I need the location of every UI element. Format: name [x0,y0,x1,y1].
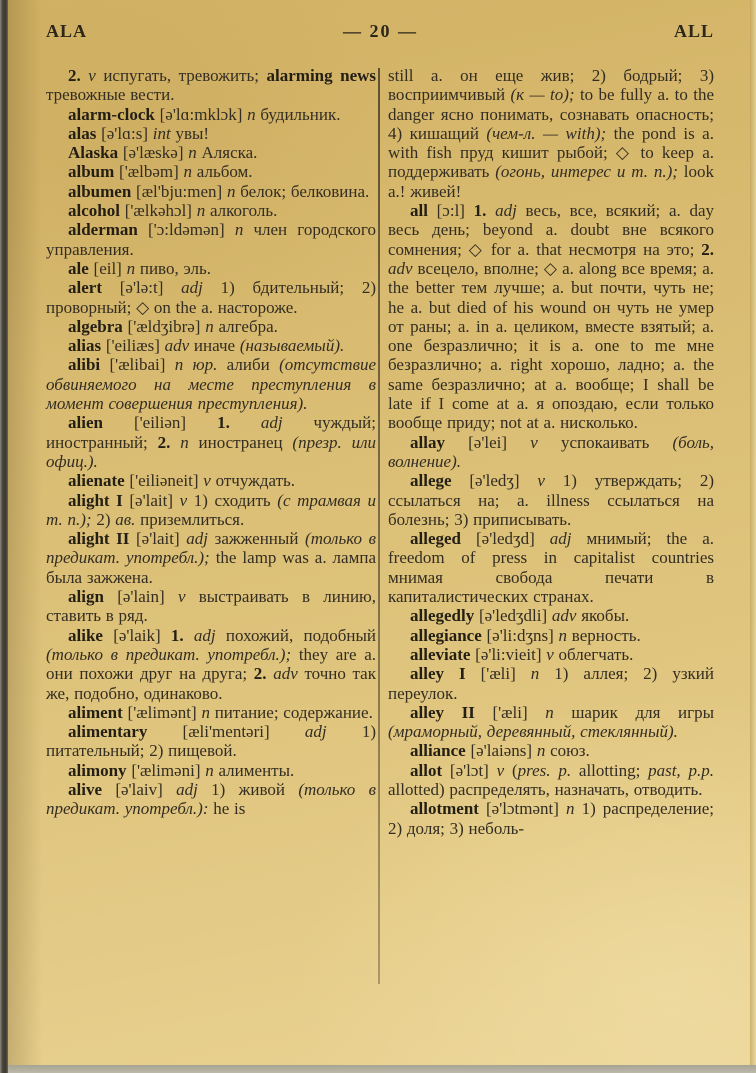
italic-text: adv [273,664,298,684]
italic-text: n [126,258,136,278]
italic-text: n [183,162,193,182]
italic-text: adv [164,336,190,356]
headword-text: alight II [68,529,130,549]
headword-text: alive [68,779,102,799]
body-text: алименты. [213,760,295,780]
headword-text: 1. [170,625,194,645]
headword-text: algebra [68,316,123,336]
dictionary-entry [388,471,714,529]
right-column [388,66,714,838]
headword-text: aliment [68,702,123,722]
headword-text: alert [68,278,102,298]
italic-text: adj [193,625,216,645]
body-text: to be fully a. to the danger ясно понимать, сознавать опасность; 4) кишащий [388,85,715,143]
headword-text: 1. [473,201,496,221]
body-text: точно так же, подобно, одинаково. [46,664,376,703]
body-text: [ə'lɑ:mklɔk] [154,104,248,124]
headword-text: alleviate [410,644,471,664]
headword-text: alias [68,336,102,356]
body-text: ['ælibai] [100,355,175,375]
dictionary-entry [46,761,376,780]
body-text: ['ælimənt] [122,702,202,722]
dictionary-entry [388,799,714,838]
italic-text: (огонь, интерес и т. п.); [495,162,678,182]
body-text: ['eiliəneit] [124,471,204,491]
italic-text: n [226,181,236,201]
italic-text: n [234,220,244,240]
body-text: увы! [170,123,210,143]
body-text: шарик для игры [553,702,714,722]
body-text: весь, все, всякий; a. day весь день; beyond a. doubt вне всякого сомнения; ◇ for a. that несмотря на это; [388,201,714,259]
dictionary-entry [388,761,714,800]
body-text: приземлиться. [135,509,245,529]
body-text: союз. [545,741,590,761]
italic-text: (отсутствие обвиняемого на месте преступления в момент совершения преступления). [46,355,376,414]
body-text: ['ældʒibrə] [122,316,206,336]
body-text: иначе [189,336,240,356]
dictionary-entry [46,491,376,530]
dictionary-entry [46,278,376,317]
dictionary-entry [46,182,376,201]
headword-text: alliance [410,741,466,761]
italic-text: n [174,355,184,375]
body-text: отчуждать. [210,471,296,491]
headword-text: allotment [410,799,479,819]
headword-text: alike [68,625,103,645]
body-text: [ə'lain] [103,587,178,607]
headword-text: Alaska [68,143,119,163]
italic-text: (только в предикат. употребл.): [46,779,376,819]
headword-text: ale [68,258,89,278]
header-guide-word-right: ALL [673,21,714,41]
headword-text: allege [410,471,452,491]
dictionary-entry [46,587,376,626]
italic-text: adj [549,529,572,549]
headword-text: allot [410,760,443,780]
body-text: [eil] [88,258,127,278]
body-text: алгебра. [213,316,278,336]
headword-text: albumen [68,181,132,201]
dictionary-entry [46,703,376,722]
dictionary-entry [388,66,714,201]
body-text: чуждый; иностранный; [46,413,376,452]
italic-text: adj [260,413,283,433]
body-text: белок; белковина. [235,181,370,201]
body-text: [ə'lɔt] [442,760,497,780]
headword-text: alienate [68,471,125,491]
italic-text: n [530,664,540,684]
body-text: 1) бдительный; 2) проворный; ◇ on the a. настороже. [46,278,376,317]
body-text: he is [208,799,246,819]
dictionary-entry [46,355,376,413]
italic-text: adj [495,201,517,221]
dictionary-entry [46,317,376,336]
body-text: успокаивать [537,432,673,452]
body-text: still a. он еще жив; 2) бодрый; 3) восприимчивый [388,66,714,105]
body-text: член городского управления. [46,220,376,259]
body-text: 1) распределение; 2) доля; 3) неболь- [388,799,714,838]
headword-text: alien [68,413,103,433]
headword-text: alas [68,123,97,143]
italic-text: n [566,799,575,819]
italic-text: (только в предикат. употребл.); [46,529,376,568]
body-text: [ə'lei] [444,432,531,452]
italic-text: n [188,143,197,163]
header-page-number: — 20 — [343,21,418,41]
headword-text: alimentary [68,722,148,742]
body-text: ['ɔ:ldəmən] [137,220,235,240]
dictionary-entry [388,645,714,664]
italic-text: int [152,123,171,143]
italic-text: (к — to); [510,85,575,105]
italic-text: (чем-л. — with); [486,123,607,143]
headword-text: 2. [701,239,714,259]
italic-text: (с трамвая и т. п.); [46,490,376,529]
headword-text: 2. [157,432,181,452]
body-text: 1) питательный; 2) пищевой. [46,722,376,761]
italic-text: adj [304,722,327,742]
italic-text: n [180,432,189,452]
header-guide-word-left: ALA [46,21,88,41]
body-text: мнимый; the a. freedom of press in capitalist countries мнимая свобода печати в капиталистических странах. [388,529,714,607]
body-text: [ə'li:vieit] [470,644,547,664]
body-text: выстраивать в линию, ставить в ряд. [46,587,376,626]
body-text: [ə'laik] [102,625,171,645]
headword-text: alimony [68,760,127,780]
italic-text: v [530,432,538,452]
body-text: ['ælbəm] [114,162,184,182]
body-text: [ə'laiv] [102,779,177,799]
body-text: [ə'lə:t] [101,278,182,298]
body-text: альбом. [192,162,253,182]
italic-text: v [88,66,96,85]
dictionary-entry [46,105,376,124]
body-text: верность. [567,625,641,645]
body-text: испугать, тревожить; [95,66,267,85]
body-text: якобы. [576,606,630,626]
body-text: [ə'ledʒdli] [474,606,552,626]
body-text: облегчать. [553,644,634,664]
dictionary-entry [388,664,714,703]
page-left-edge [0,0,8,1073]
headword-text: alibi [68,355,101,375]
dictionary-entry [388,741,714,760]
headword-text: allegedly [410,606,475,626]
headword-text: align [68,587,104,607]
italic-text: adv [388,258,413,278]
body-text: [ə'li:dʒns] [481,625,559,645]
italic-text: (только в предикат. употребл.); [46,644,292,664]
body-text: будильник. [255,104,341,124]
body-text: ['æliməni] [126,760,206,780]
dictionary-entry [388,703,714,742]
italic-text: v [179,490,188,510]
italic-text: pres. p. [517,760,572,780]
italic-text: v [203,471,211,491]
body-text: питание; содержание. [209,702,373,722]
italic-text: n [545,702,554,722]
italic-text: ав. [115,509,136,529]
headword-text: alarming news [266,66,377,85]
body-text: [ə'lait] [129,529,187,549]
body-text: иностранец [188,432,293,452]
body-text: ['æli] [465,664,531,684]
dictionary-entry [388,606,714,625]
page-bottom-edge [8,1065,756,1073]
body-text: ['eiliən] [102,413,218,433]
dictionary-entry [46,780,376,819]
dictionary-entry [46,336,376,355]
italic-text: (называемый). [239,336,345,356]
italic-text: юр. [192,355,218,375]
left-column [46,66,376,819]
dictionary-entry [46,124,376,143]
dictionary-entry [46,259,376,278]
body-text: [æl'bju:men] [131,181,227,201]
italic-text: n [536,741,546,761]
body-text: 1) сходить [187,490,278,510]
running-header [46,21,714,42]
italic-text: adj [186,529,209,549]
italic-text: (боль, волнение). [388,432,714,471]
body-text: [ə'ledʒd] [461,529,550,549]
dictionary-entry [46,722,376,761]
body-text: Аляска. [196,143,258,163]
body-text: 1) аллея; 2) узкий переулок. [388,664,715,703]
body-text: [ə'ledʒ] [451,471,538,491]
body-text: [æli'mentəri] [147,722,305,742]
dictionary-entry [46,66,376,105]
headword-text: allegiance [410,625,482,645]
dictionary-entry [46,201,376,220]
body-text: ['æli] [474,702,546,722]
headword-text: alderman [68,220,138,240]
italic-text: v [537,471,545,491]
body-text: [ɔ:l] [427,201,474,221]
body-text: похожий, подобный [215,625,376,645]
headword-text: alley II [410,702,475,722]
italic-text: adv [551,606,577,626]
italic-text: v [546,644,554,664]
italic-text: n [247,104,256,124]
headword-text: alcohol [68,201,120,221]
dictionary-entry [46,220,376,259]
body-text: they are a. они похожи друг на друга; [46,644,376,684]
dictionary-entry [388,529,714,606]
body-text: allotting; [571,760,649,780]
italic-text: n [558,625,568,645]
headword-text: 2. [253,664,274,684]
headword-text: all [410,201,428,221]
headword-text: album [68,162,115,182]
body-text: the pond is a. with fish пруд кишит рыбой; ◇ to keep a. поддерживать [388,123,714,182]
headword-text: alight I [68,490,123,510]
italic-text: n [201,702,210,722]
headword-text: 1. [217,413,261,433]
headword-text: allay [410,432,445,452]
dictionary-entry [46,143,376,162]
body-text: [ə'lɔtmənt] [478,799,566,819]
body-text: пиво, эль. [135,258,211,278]
body-text: [ə'lɑ:s] [96,123,153,143]
italic-text: past, p.p. [648,760,714,780]
dictionary-entry [46,529,376,587]
page-right-edge [750,0,756,1073]
body-text: the lamp was a. лампа была зажжена. [46,548,376,587]
italic-text: adj [176,779,198,799]
body-text: тревожные вести. [46,85,175,105]
body-text: алкоголь. [205,201,278,221]
body-text [183,355,192,374]
italic-text: (мраморный, деревянный, стеклянный). [388,722,678,742]
body-text: 2) [91,509,116,529]
body-text: ['eiliæs] [101,336,165,356]
dictionary-entry [46,413,376,471]
dictionary-entry [46,626,376,703]
body-text: allotted) распределять, назначать, отводить. [388,779,703,799]
italic-text: n [205,316,214,336]
body-text: всецело, вполне; ◇ a. along все время; a. the better тем лучше; a. but почти, чуть не; he a. but died of his wound он чуть не умер от раны; a. in a. целиком, вместе взятый; a. one безразлично; it is a. one to me мне безразлично; a. right хорошо, ладно; a. the same безразлично; at a. вообще; I shall be late if I come at a. я опоздаю, если только вообще приду; not at a. нисколько. [388,258,714,433]
headword-text: alley I [410,664,466,684]
dictionary-entry [388,201,714,433]
headword-text: alleged [410,529,461,549]
dictionary-entry [46,162,376,181]
headword-text: 2. [68,66,89,85]
italic-text: n [196,201,206,221]
italic-text: v [177,587,186,607]
column-divider [378,68,380,984]
body-text: 1) живой [197,779,299,799]
body-text: look a.! живей! [388,162,714,201]
body-text: [ə'lait] [122,490,180,510]
dictionary-entry [388,433,714,472]
italic-text: n [205,760,214,780]
body-text: 1) утверждать; 2) ссылаться на; a. illness ссылаться на болезнь; 3) приписывать. [388,471,714,529]
body-text: [ə'læskə] [118,143,189,163]
italic-text: (презр. или офиц.). [46,432,376,471]
dictionary-entry [388,626,714,645]
italic-text: v [496,760,505,780]
dictionary-entry [46,471,376,490]
body-text: ['ælkəhɔl] [119,201,197,221]
headword-text: alarm-clock [68,104,155,124]
body-text: алиби [217,355,280,375]
italic-text: adj [181,278,203,298]
body-text: зажженный [208,529,306,549]
body-text: [ə'laiəns] [465,741,537,761]
body-text: ( [504,760,518,780]
